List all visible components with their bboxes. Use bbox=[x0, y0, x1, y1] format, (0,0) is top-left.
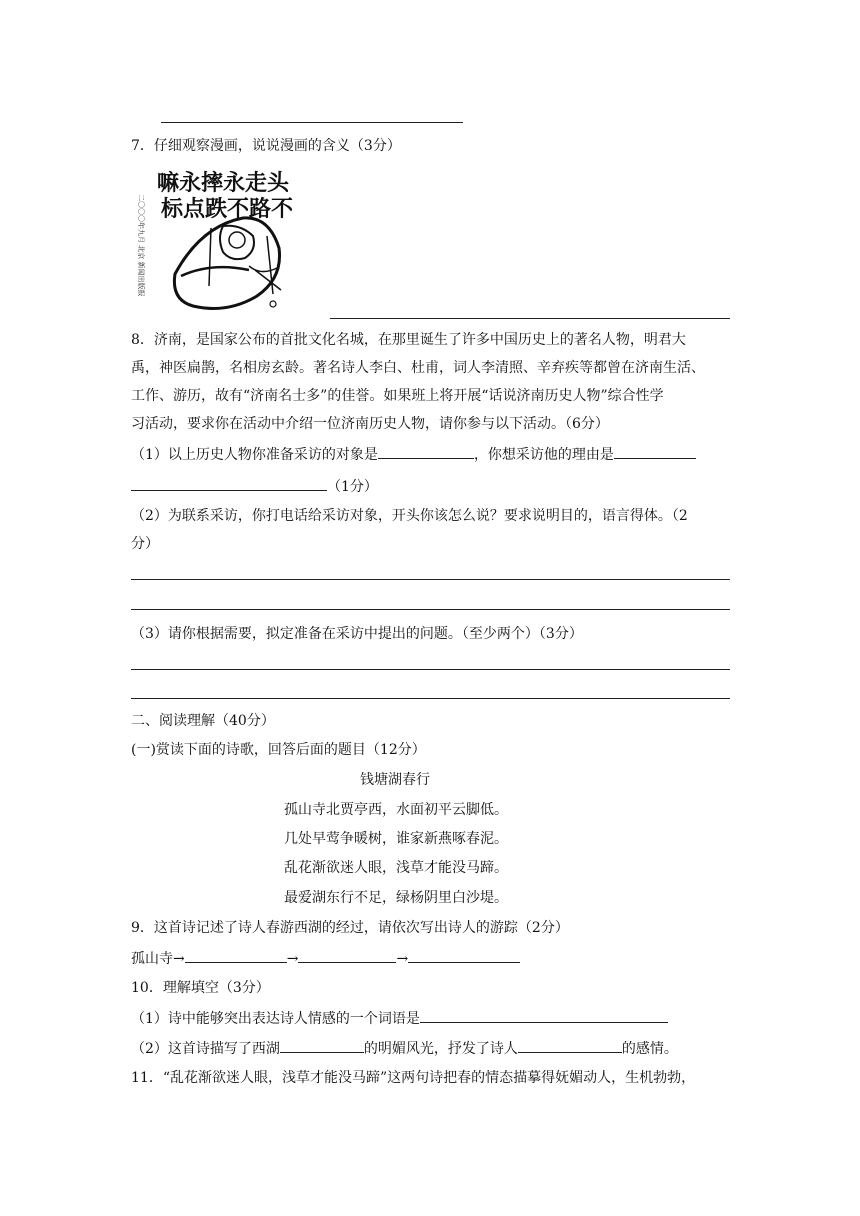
question-8-line4: 习活动，要求你在活动中介绍一位济南历史人物，请你参与以下活动。（6分） bbox=[131, 416, 609, 432]
sub1-text-a: （1）以上历史人物你准备采访的对象是 bbox=[131, 447, 378, 463]
question-11: 11．“乱花渐欲迷人眼，浅草才能没马蹄”这两句诗把春的情态描摹得妩媚动人，生机勃勃， bbox=[131, 1070, 696, 1086]
question-10: 10．理解填空（3分） bbox=[131, 980, 270, 996]
cartoon-text-line2: 标点跌不路不 bbox=[161, 196, 294, 222]
answer-line[interactable] bbox=[131, 669, 730, 670]
answer-blank[interactable] bbox=[185, 948, 287, 963]
section-part-heading: (一)赏读下面的诗歌，回答后面的题目（12分） bbox=[131, 742, 426, 758]
question-8-sub3: （3）请你根据需要，拟定准备在采访中提出的问题。（至少两个）（3分） bbox=[131, 626, 583, 642]
cartoon-side-text: 二〇〇〇年九月 北京 新闻出版报 bbox=[137, 194, 145, 297]
answer-blank[interactable] bbox=[408, 948, 520, 963]
answer-line bbox=[161, 122, 463, 123]
sub1-text-b: ，你想采访他的理由是 bbox=[473, 447, 614, 463]
answer-blank[interactable] bbox=[280, 1038, 364, 1053]
cartoon-image bbox=[131, 166, 341, 318]
answer-blank[interactable] bbox=[420, 1008, 668, 1023]
answer-blank[interactable] bbox=[298, 948, 396, 963]
question-8-sub1 bbox=[131, 444, 696, 465]
question-8-line2: 禹，神医扁鹊，名相房玄龄。著名诗人李白、杜甫，词人李清照、辛弃疾等都曾在济南生活、 bbox=[131, 360, 705, 376]
answer-blank[interactable] bbox=[131, 476, 327, 491]
answer-blank[interactable] bbox=[614, 444, 696, 459]
question-8-line3: 工作、游历，故有“济南名士多”的佳誉。如果班上将开展“话说济南历史人物”综合性学 bbox=[131, 388, 664, 404]
sub2-text-a: （2）这首诗描写了西湖 bbox=[131, 1041, 280, 1057]
answer-line[interactable] bbox=[131, 698, 730, 699]
question-8-sub2-cont: 分） bbox=[131, 536, 159, 552]
poem-title: 钱塘湖春行 bbox=[360, 772, 430, 788]
section-heading: 二、阅读理解（40分） bbox=[131, 713, 275, 729]
question-8-line1: 8．济南，是国家公布的首批文化名城，在那里诞生了许多中国历史上的著名人物，明君大 bbox=[131, 332, 686, 348]
question-9-answer bbox=[131, 948, 520, 969]
route-start: 孤山寺→ bbox=[131, 951, 185, 967]
arrow-icon: → bbox=[286, 951, 299, 967]
cartoon-text-line1: 嘛永摔永走头 bbox=[157, 170, 290, 196]
poem-line: 最爱湖东行不足，绿杨阴里白沙堤。 bbox=[284, 890, 508, 906]
poem-line: 孤山寺北贾亭西，水面初平云脚低。 bbox=[284, 802, 508, 818]
question-7: 7．仔细观察漫画，说说漫画的含义（3分） bbox=[131, 138, 401, 154]
answer-line[interactable] bbox=[131, 579, 730, 580]
question-8-sub2: （2）为联系采访，你打电话给采访对象，开头你该怎么说？要求说明目的，语言得体。（2 bbox=[131, 508, 688, 524]
answer-line bbox=[330, 318, 730, 319]
answer-blank[interactable] bbox=[518, 1038, 622, 1053]
question-10-sub1 bbox=[131, 1008, 668, 1029]
question-9: 9．这首诗记述了诗人春游西湖的经过，请依次写出诗人的游踪（2分） bbox=[131, 920, 569, 936]
sub1-text: （1）诗中能够突出表达诗人情感的一个词语是 bbox=[131, 1011, 420, 1027]
question-10-sub2 bbox=[131, 1038, 678, 1059]
poem-line: 乱花渐欲迷人眼，浅草才能没马蹄。 bbox=[284, 860, 508, 876]
sub1-text-c: （1分） bbox=[327, 479, 378, 495]
answer-line[interactable] bbox=[131, 609, 730, 610]
arrow-icon: → bbox=[396, 951, 409, 967]
sub2-text-b: 的明媚风光，抒发了诗人 bbox=[363, 1041, 518, 1057]
answer-blank[interactable] bbox=[378, 444, 474, 459]
sub2-text-c: 的感情。 bbox=[621, 1041, 678, 1057]
question-8-sub1-cont bbox=[131, 476, 378, 497]
poem-line: 几处早莺争暖树，谁家新燕啄春泥。 bbox=[284, 831, 508, 847]
